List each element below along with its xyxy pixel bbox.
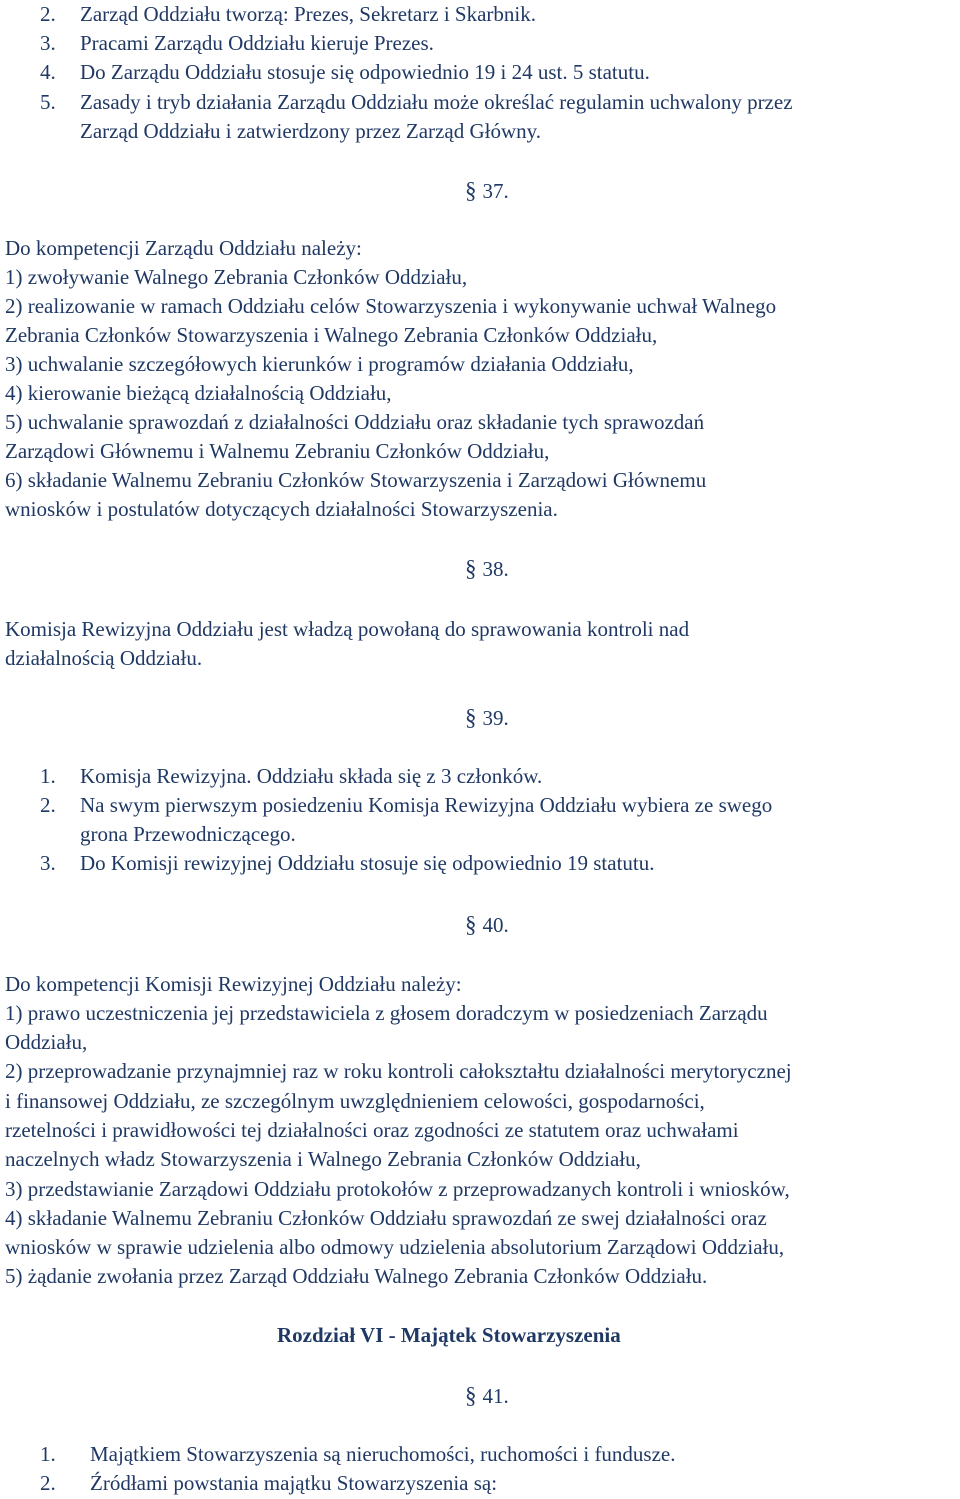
paragraph-line: 4) kierowanie bieżącą działalnością Oddziału, xyxy=(5,381,392,405)
paragraph-line: wniosków w sprawie udzielenia albo odmowy udzielenia absolutorium Zarządowi Oddziału, xyxy=(5,1235,785,1259)
list-item: 5. Zasady i tryb działania Zarządu Oddziału może określać regulamin uchwalony przez xyxy=(40,90,793,114)
section-number: § 39. xyxy=(465,705,509,730)
list-item: 3. Pracami Zarządu Oddziału kieruje Prezes. xyxy=(40,31,434,55)
paragraph-line: naczelnych władz Stowarzyszenia i Walnego Zebrania Członków Oddziału, xyxy=(5,1147,641,1171)
section-symbol-icon: § xyxy=(465,705,477,730)
list-item: 1. Majątkiem Stowarzyszenia są nieruchomości, ruchomości i fundusze. xyxy=(40,1442,676,1466)
list-item: 1. Komisja Rewizyjna. Oddziału składa się z 3 członków. xyxy=(40,764,543,788)
list-item: 2. Źródłami powstania majątku Stowarzyszenia są: xyxy=(40,1471,498,1495)
paragraph-line: Zarządowi Głównemu i Walnemu Zebraniu Członków Oddziału, xyxy=(5,439,550,463)
paragraph-line: 5) żądanie zwołania przez Zarząd Oddziału Walnego Zebrania Członków Oddziału. xyxy=(5,1264,708,1288)
paragraph-line: rzetelności i prawidłowości tej działalności oraz zgodności ze statutem oraz uchwałami xyxy=(5,1118,739,1142)
paragraph-line: Do kompetencji Zarządu Oddziału należy: xyxy=(5,236,362,260)
paragraph-line: 6) składanie Walnemu Zebraniu Członków Stowarzyszenia i Zarządowi Głównemu xyxy=(5,468,707,492)
section-symbol-icon: § xyxy=(465,1383,477,1408)
section-number: § 41. xyxy=(465,1383,509,1408)
section-symbol-icon: § xyxy=(465,178,477,203)
section-number: § 37. xyxy=(465,178,509,203)
paragraph-line: Komisja Rewizyjna Oddziału jest władzą powołaną do sprawowania kontroli nad xyxy=(5,617,690,641)
paragraph-line: 1) prawo uczestniczenia jej przedstawiciela z głosem doradczym w posiedzeniach Zarządu xyxy=(5,1001,768,1025)
list-item-continuation: grona Przewodniczącego. xyxy=(80,822,296,846)
section-number: § 38. xyxy=(465,556,509,581)
paragraph-line: Oddziału, xyxy=(5,1030,88,1054)
list-item: 3. Do Komisji rewizyjnej Oddziału stosuje się odpowiednio 19 statutu. xyxy=(40,851,655,875)
list-item: 2. Na swym pierwszym posiedzeniu Komisja Rewizyjna Oddziału wybiera ze swego xyxy=(40,793,773,817)
paragraph-line: i finansowej Oddziału, ze szczególnym uwzględnieniem celowości, gospodarności, xyxy=(5,1089,705,1113)
chapter-heading: Rozdział VI - Majątek Stowarzyszenia xyxy=(277,1323,621,1347)
paragraph-line: 4) składanie Walnemu Zebraniu Członków Oddziału sprawozdań ze swej działalności oraz xyxy=(5,1206,767,1230)
paragraph-line: 2) realizowanie w ramach Oddziału celów Stowarzyszenia i wykonywanie uchwał Walnego xyxy=(5,294,777,318)
paragraph-line: Zebrania Członków Stowarzyszenia i Walnego Zebrania Członków Oddziału, xyxy=(5,323,658,347)
list-item: 2. Zarząd Oddziału tworzą: Prezes, Sekretarz i Skarbnik. xyxy=(40,2,536,26)
paragraph-line: wniosków i postulatów dotyczących działalności Stowarzyszenia. xyxy=(5,497,558,521)
paragraph-line: 5) uchwalanie sprawozdań z działalności Oddziału oraz składanie tych sprawozdań xyxy=(5,410,705,434)
list-item: 4. Do Zarządu Oddziału stosuje się odpowiednio 19 i 24 ust. 5 statutu. xyxy=(40,60,650,84)
paragraph-line: Do kompetencji Komisji Rewizyjnej Oddziału należy: xyxy=(5,972,462,996)
list-item-continuation: Zarząd Oddziału i zatwierdzony przez Zarząd Główny. xyxy=(80,119,541,143)
section-number: § 40. xyxy=(465,912,509,937)
section-symbol-icon: § xyxy=(465,556,477,581)
paragraph-line: 3) uchwalanie szczegółowych kierunków i programów działania Oddziału, xyxy=(5,352,634,376)
section-symbol-icon: § xyxy=(465,912,477,937)
paragraph-line: działalnością Oddziału. xyxy=(5,646,203,670)
paragraph-line: 2) przeprowadzanie przynajmniej raz w roku kontroli całokształtu działalności merytorycznej xyxy=(5,1059,792,1083)
paragraph-line: 3) przedstawianie Zarządowi Oddziału protokołów z przeprowadzanych kontroli i wniosków, xyxy=(5,1177,790,1201)
paragraph-line: 1) zwoływanie Walnego Zebrania Członków Oddziału, xyxy=(5,265,468,289)
